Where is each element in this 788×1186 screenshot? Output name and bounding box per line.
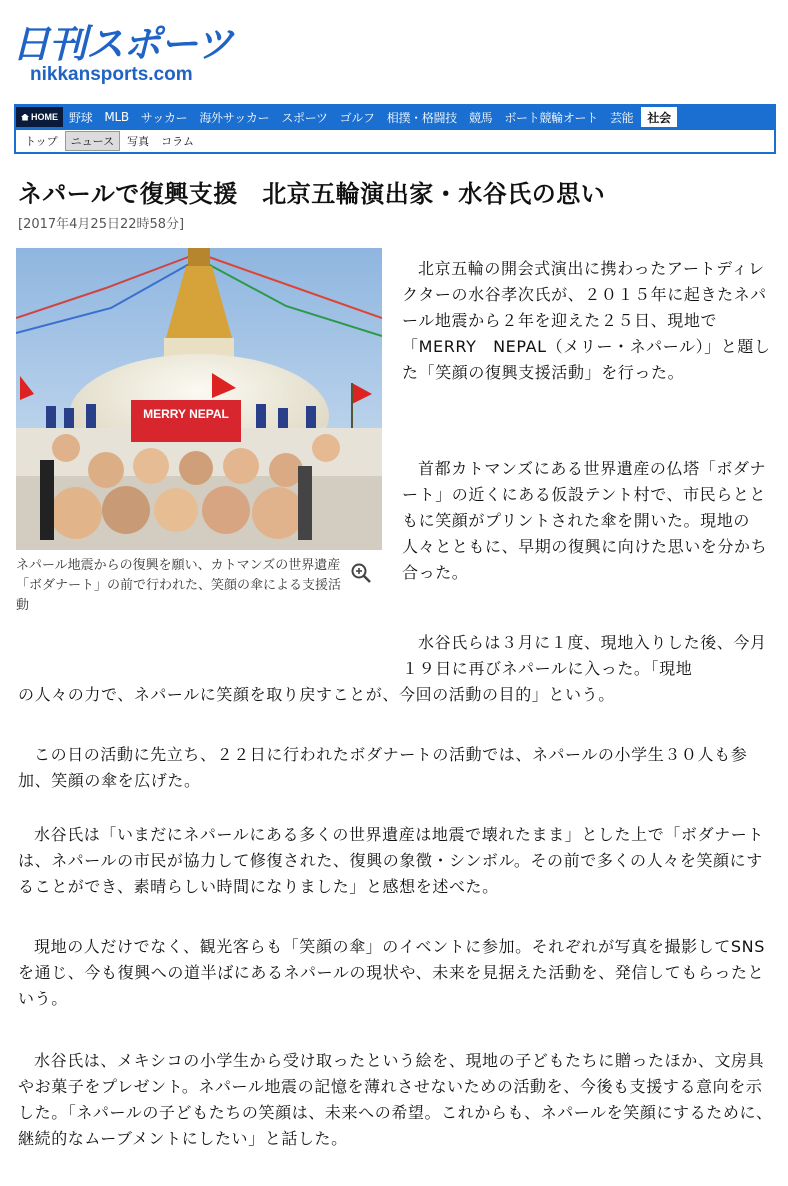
article-paragraph-3-start: 水谷氏らは３月に１度、現地入りした後、今月１９日に再びネパールに入った。「現地 (402, 633, 767, 678)
article-paragraph-7: 水谷氏は、メキシコの小学生から受け取ったという絵を、現地の子どもたちに贈ったほか、文房具やお菓子をプレゼント。ネパール地震の記憶を薄れさせないための活動を、今後も支援する意向を示した。「ネパールの子どもたちの笑顔は、未来への希望。これからも、ネパールを笑顔にするために、継続的なムーブメントにしたい」と話した。 (18, 1051, 773, 1148)
article-timestamp: [2017年4月25日22時58分] (18, 217, 185, 232)
sub-nav (14, 130, 776, 154)
subnav-item-news[interactable]: ニュース (65, 131, 120, 151)
zoom-icon[interactable] (350, 562, 372, 584)
nav-item-mlb[interactable]: MLB (104, 110, 129, 124)
article-title: ネパールで復興支援 北京五輪演出家・水谷氏の思い (18, 180, 606, 208)
article-photo[interactable] (16, 248, 382, 550)
subnav-item-photos[interactable]: 写真 (127, 135, 150, 148)
photo-caption: ネパール地震からの復興を願い、カトマンズの世界遺産「ボダナート」の前で行われた、笑顔の傘による支援活動 (16, 558, 342, 613)
nav-item-baseball[interactable]: 野球 (69, 110, 93, 125)
logo-main-text: 日刊スポーツ (12, 22, 233, 66)
article-paragraph-6: 現地の人だけでなく、観光客らも「笑顔の傘」のイベントに参加。それぞれが写真を撮影してSNSを通じ、今も復興への道半ばにあるネパールの現状や、未来を見据えた活動を、発信してもらったという。 (18, 937, 765, 1008)
nav-item-soccer[interactable]: サッカー (140, 110, 188, 125)
nav-item-boat-keirin-auto[interactable]: ボート競輪オート (504, 110, 598, 125)
nav-item-sports[interactable]: スポーツ (281, 110, 328, 125)
subnav-item-top[interactable]: トップ (25, 135, 58, 148)
nav-item-sumo-fighting[interactable]: 相撲・格闘技 (386, 110, 457, 125)
photo-banner-text: MERRY NEPAL (143, 407, 229, 421)
logo-domain-text: nikkansports.com (30, 64, 193, 85)
article-paragraph-4: この日の活動に先立ち、２２日に行われたボダナートの活動では、ネパールの小学生３０人も参加、笑顔の傘を広げた。 (18, 745, 748, 790)
article-paragraph-2: 首都カトマンズにある世界遺産の仏塔「ボダナート」の近くにある仮設テント村で、市民らとともに笑顔がプリントされた傘を開いた。現地の人々とともに、早期の復興に向けた思いを分かち合った。 (402, 459, 768, 582)
article-paragraph-3-end: の人々の力で、ネパールに笑顔を取り戻すことが、今回の活動の目的」という。 (18, 685, 615, 704)
nav-item-golf[interactable]: ゴルフ (339, 110, 375, 125)
nav-item-entertainment[interactable]: 芸能 (609, 110, 634, 125)
nav-item-horse-racing[interactable]: 競馬 (468, 110, 493, 125)
home-icon (21, 114, 29, 121)
nav-item-world-soccer[interactable]: 海外サッカー (199, 110, 270, 125)
subnav-item-column[interactable]: コラム (161, 135, 195, 148)
main-nav (14, 104, 776, 130)
article-paragraph-1: 北京五輪の開会式演出に携わったアートディレクターの水谷孝次氏が、２０１５年に起きたネパール地震から２年を迎えた２５日、現地で「MERRY NEPAL（メリー・ネパール）」と題した「笑顔の復興支援活動」を行った。 (402, 259, 771, 382)
stupa-photo-illustration (16, 248, 382, 550)
nav-home-label: HOME (31, 112, 58, 122)
article-paragraph-5: 水谷氏は「いまだにネパールにある多くの世界遺産は地震で壊れたまま」とした上で「ボダナートは、ネパールの市民が協力して修復された、復興の象徴・シンボル。その前で多くの人々を笑顔にすることができ、素晴らしい時間になりました」と感想を述べた。 (18, 825, 764, 896)
site-logo[interactable] (12, 24, 242, 94)
nav-home-button[interactable] (16, 107, 63, 127)
nav-item-society[interactable]: 社会 (641, 107, 676, 127)
